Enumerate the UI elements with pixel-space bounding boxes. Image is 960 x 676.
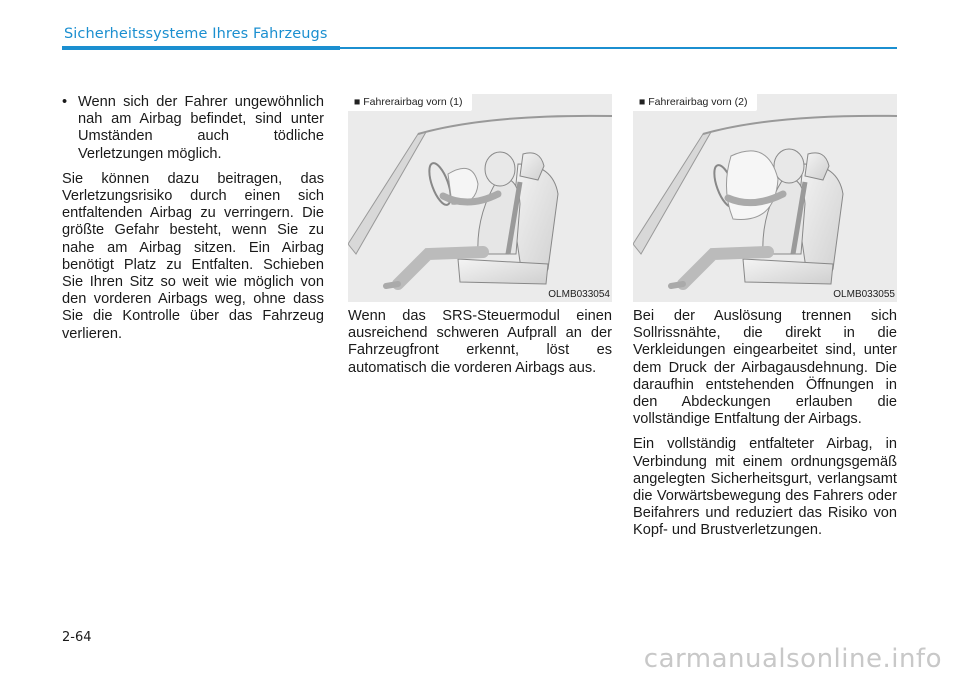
header-rule	[340, 47, 897, 49]
watermark: carmanualsonline.info	[643, 644, 942, 674]
driver-airbag-full-illustration	[633, 94, 897, 302]
figure-airbag-1	[348, 94, 612, 302]
body-paragraph: Ein vollständig entfalteter Airbag, in Verbindung mit einem ordnungsgemäß angelegten Sicherheitsgurt, verlangsamt die Vorwärtsbewegung des Fahrers oder Beifahrers und reduziert das Risiko von Kopf- und Brustverletzungen.	[633, 436, 897, 539]
section-title: Sicherheitssysteme Ihres Fahrzeugs	[64, 26, 328, 42]
body-paragraph: Wenn das SRS-Steuermodul einen ausreichend schweren Aufprall an der Fahrzeugfront erkennt, löst es automatisch die vorderen Airbags aus.	[348, 308, 612, 376]
bullet-text: Wenn sich der Fahrer ungewöhnlich nah am Airbag befindet, sind unter Umständen auch tödliche Verletzungen möglich.	[78, 94, 324, 162]
page-number: 2-64	[62, 630, 92, 645]
figure-caption: ■ Fahrerairbag vorn (1)	[348, 94, 472, 111]
text-column-middle	[348, 308, 612, 385]
figure-code: OLMB033055	[833, 289, 895, 300]
figure-caption: ■ Fahrerairbag vorn (2)	[633, 94, 757, 111]
body-paragraph: Sie können dazu beitragen, das Verletzungsrisiko durch einen sich entfaltenden Airbag zu verringern. Die größte Gefahr besteht, wenn Sie zu nahe am Airbag sitzen. Ein Airbag benötigt Platz zu Entfalten. Schieben Sie Ihren Sitz so weit wie möglich von den vorderen Airbags weg, ohne dass Sie die Kontrolle über das Fahrzeug verlieren.	[62, 170, 324, 342]
bullet-dot-icon: •	[62, 94, 68, 110]
figure-airbag-2	[633, 94, 897, 302]
bullet-item	[62, 94, 324, 163]
driver-airbag-partial-illustration	[348, 94, 612, 302]
figure-code: OLMB033054	[548, 289, 610, 300]
text-column-right	[633, 308, 897, 548]
body-paragraph: Bei der Auslösung trennen sich Sollrissnähte, die direkt in die Verkleidungen eingearbeitet sind, unter dem Druck der Airbagausdehnung. Die daraufhin entstehenden Öffnungen in den Abdeckungen erlauben die vollständige Entfaltung der Airbags.	[633, 308, 897, 428]
header-rule-accent	[62, 46, 340, 50]
text-column-left	[62, 94, 324, 351]
